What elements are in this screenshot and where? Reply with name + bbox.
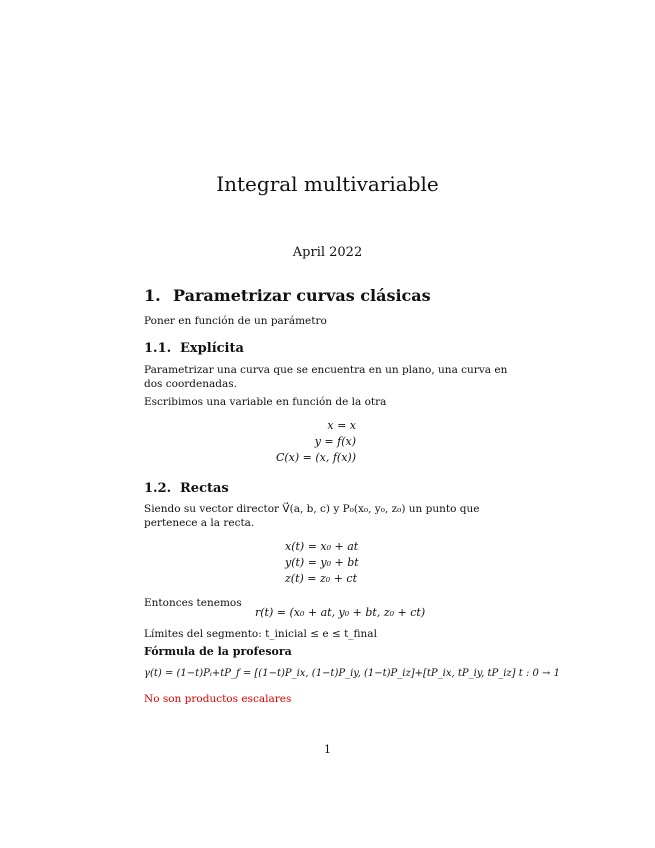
- paragraph-explicita-2: Escribimos una variable en función de la otra: [144, 396, 387, 408]
- equation-yt: y(t) = y₀ + bt: [285, 556, 359, 569]
- equation-x: x = x: [327, 419, 356, 432]
- section-title: Parametrizar curvas clásicas: [173, 286, 431, 305]
- equation-curve: C(x) = (x, f(x)): [275, 451, 356, 464]
- note-red: No son productos escalares: [144, 693, 292, 705]
- subsection-heading-explicita: [144, 341, 244, 356]
- document-title: Integral multivariable: [216, 172, 439, 196]
- page-number: 1: [324, 743, 331, 756]
- subsection-number: 1.2.: [144, 481, 172, 496]
- section-heading: [144, 286, 431, 305]
- paragraph-explicita-1: Parametrizar una curva que se encuentra en un plano, una curva en dos coordenadas.: [144, 364, 508, 390]
- section-intro: Poner en función de un parámetro: [144, 315, 327, 327]
- subsection-number: 1.1.: [144, 341, 172, 356]
- subsection-title: Rectas: [180, 481, 229, 496]
- paragraph-then: Entonces tenemos: [144, 597, 242, 609]
- paragraph-rectas-1: Siendo su vector director V⃗(a, b, c) y P₀(x₀, y₀, z₀) un punto que pertenece a la recta.: [144, 503, 480, 529]
- equation-y: y = f(x): [314, 435, 356, 448]
- equation-rt: r(t) = (x₀ + at, y₀ + bt, z₀ + ct): [255, 606, 426, 619]
- section-number: 1.: [144, 286, 161, 305]
- document-date: April 2022: [292, 245, 363, 260]
- equation-gamma: γ(t) = (1−t)Pᵢ+tP_f = [(1−t)P_ix, (1−t)P_iy, (1−t)P_iz]+[tP_ix, tP_iy, tP_iz] t : 0 → 1: [144, 668, 560, 679]
- equation-zt: z(t) = z₀ + ct: [285, 572, 358, 585]
- subsection-heading-rectas: [144, 481, 229, 496]
- equation-xt: x(t) = x₀ + at: [285, 540, 359, 553]
- subsection-title: Explícita: [180, 341, 244, 356]
- formula-heading: Fórmula de la profesora: [144, 645, 292, 658]
- paragraph-limits: Límites del segmento: t_inicial ≤ e ≤ t_final: [144, 628, 377, 640]
